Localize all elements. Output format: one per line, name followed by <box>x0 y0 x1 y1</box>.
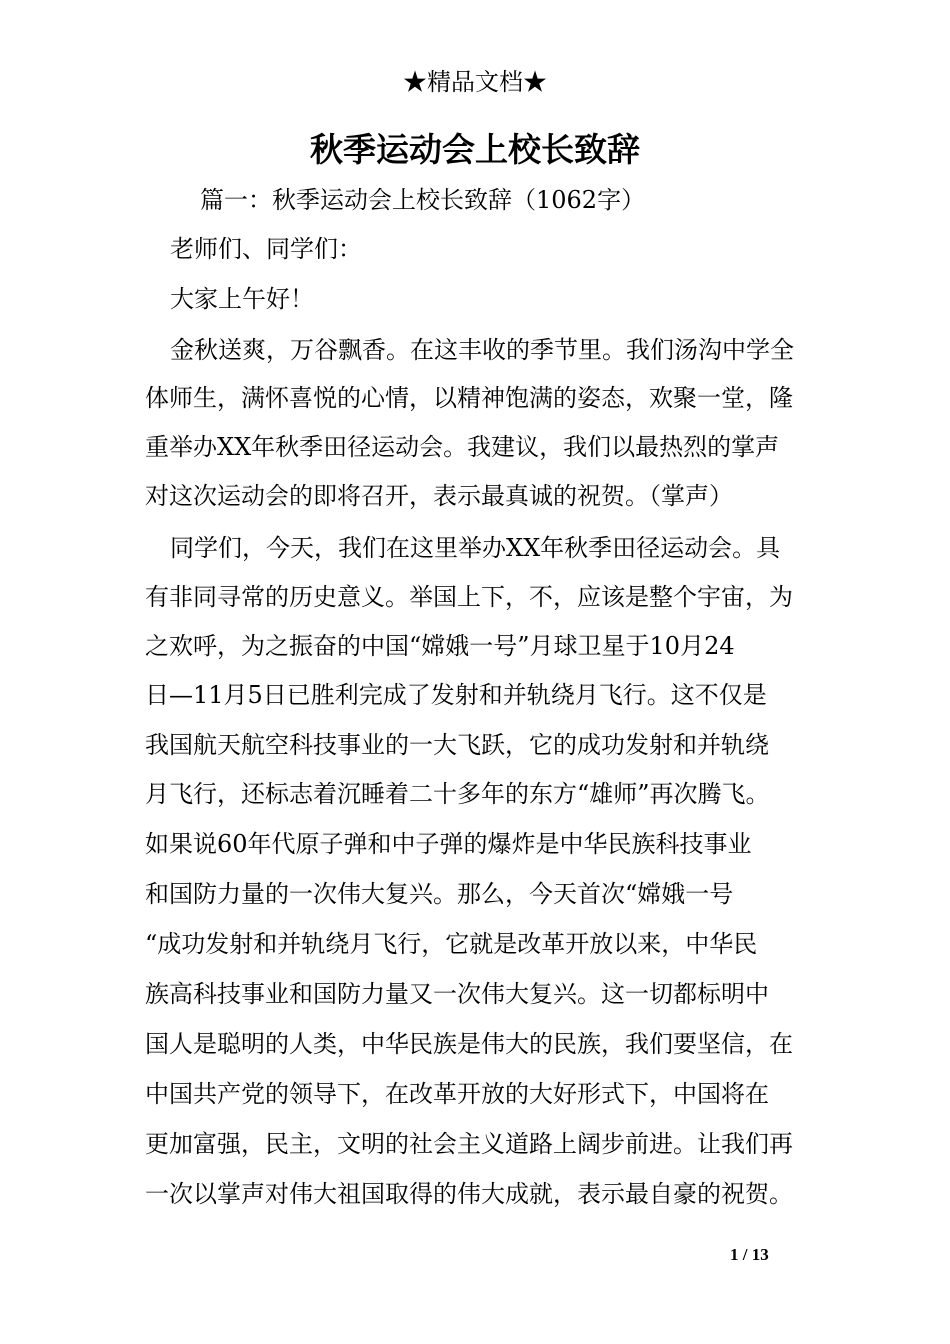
document-subtitle: 篇一：秋季运动会上校长致辞（1062字） <box>200 186 646 214</box>
paragraph-line: “成功发射和并轨绕月飞行，它就是改革开放以来，中华民 <box>145 930 758 958</box>
paragraph-line: 月飞行，还标志着沉睡着二十多年的东方“雄师”再次腾飞。 <box>145 780 770 808</box>
greeting-line: 大家上午好！ <box>170 285 314 313</box>
paragraph-line: 之欢呼，为之振奋的中国“嫦娥一号”月球卫星于10月24 <box>145 632 735 660</box>
paragraph-line: 日—11月5日已胜利完成了发射和并轨绕月飞行。这不仅是 <box>145 681 767 709</box>
paragraph-line: 金秋送爽，万谷飘香。在这丰收的季节里。我们汤沟中学全 <box>170 336 794 364</box>
paragraph-line: 我国航天航空科技事业的一大飞跃，它的成功发射和并轨绕 <box>145 731 769 759</box>
paragraph-line: 更加富强，民主，文明的社会主义道路上阔步前进。让我们再 <box>145 1130 793 1158</box>
paragraph-line: 体师生，满怀喜悦的心情，以精神饱满的姿态，欢聚一堂，隆 <box>145 384 793 412</box>
paragraph-line: 同学们，今天，我们在这里举办XX年秋季田径运动会。具 <box>170 534 781 562</box>
page-header: ★精品文档★ <box>403 68 547 96</box>
page-number: 1 / 13 <box>730 1245 769 1264</box>
paragraph-line: 有非同寻常的历史意义。举国上下，不，应该是整个宇宙，为 <box>145 583 793 611</box>
paragraph-line: 国人是聪明的人类，中华民族是伟大的民族，我们要坚信，在 <box>145 1030 793 1058</box>
paragraph-line: 族高科技事业和国防力量又一次伟大复兴。这一切都标明中 <box>145 980 769 1008</box>
paragraph-line: 对这次运动会的即将召开，表示最真诚的祝贺。（掌声） <box>145 482 733 510</box>
paragraph-line: 和国防力量的一次伟大复兴。那么，今天首次“嫦娥一号 <box>145 880 734 908</box>
document-title: 秋季运动会上校长致辞 <box>310 130 640 169</box>
paragraph-line: 重举办XX年秋季田径运动会。我建议，我们以最热烈的掌声 <box>145 433 780 461</box>
paragraph-line: 中国共产党的领导下，在改革开放的大好形式下，中国将在 <box>145 1080 769 1108</box>
paragraph-line: 如果说60年代原子弹和中子弹的爆炸是中华民族科技事业 <box>145 830 752 858</box>
salutation: 老师们、同学们： <box>170 235 362 263</box>
paragraph-line: 一次以掌声对伟大祖国取得的伟大成就，表示最自豪的祝贺。 <box>145 1180 793 1208</box>
